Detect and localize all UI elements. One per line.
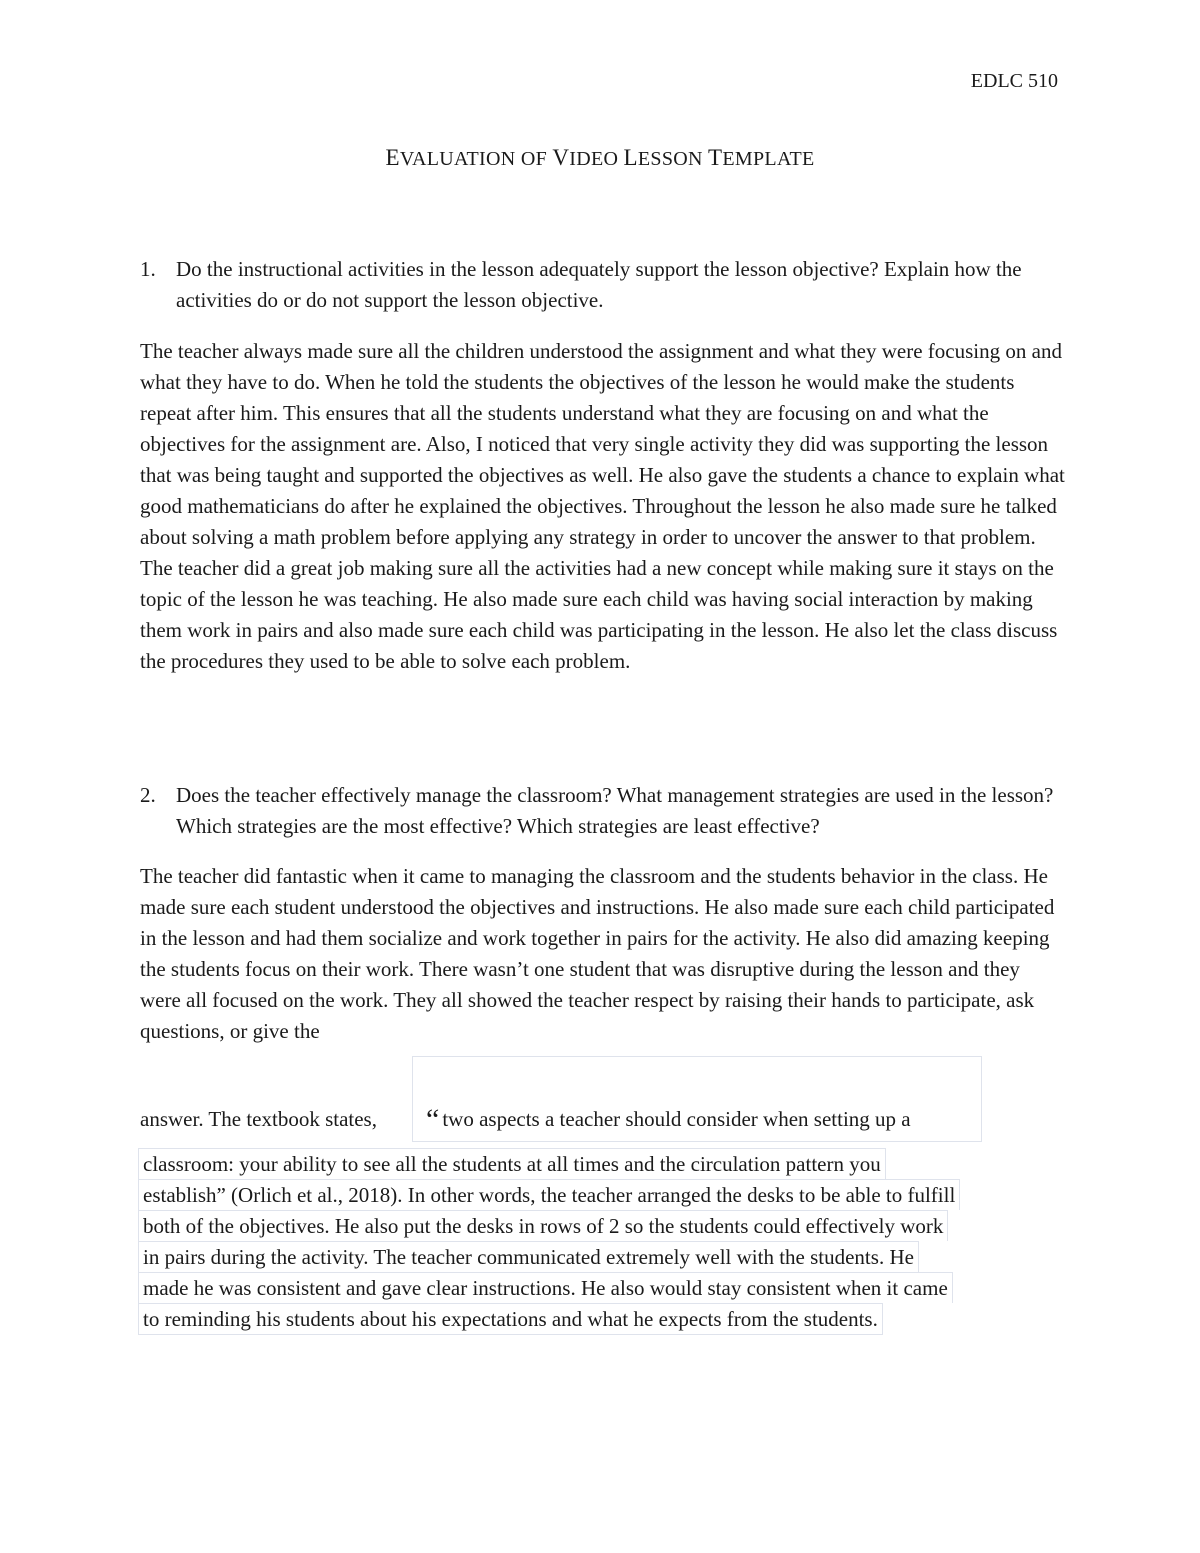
highlighted-line: classroom: your ability to see all the students at all times and the circulation pattern you [138, 1148, 1068, 1179]
question-number: 1. [140, 257, 156, 281]
question-2 [140, 780, 1060, 842]
question-text: Does the teacher effectively manage the classroom? What management strategies are used in the lesson? Which strategies are the most effective? Which strategies are least effective? [176, 783, 1054, 838]
answer-2-continuation-lead: answer. The textbook states, [140, 1107, 377, 1131]
answer-1: The teacher always made sure all the children understood the assignment and what they were focusing on and what they have to do. When he told the students the objectives of the lesson he would make the students repeat after him. This ensures that all the students understand what they are focusing on and what the objectives for the assignment are. Also, I noticed that very single activity they did was supporting the lesson that was being taught and supported the objectives as well. He also gave the students a chance to explain what good mathematicians do after he explained the objectives. Throughout the lesson he also made sure he talked about solving a math problem before applying any strategy in order to uncover the answer to that problem. The teacher did a great job making sure all the activities had a new concept while making sure it stays on the topic of the lesson he was teaching. He also made sure each child was having social interaction by making them work in pairs and also made sure each child was participating in the lesson. He also let the class discuss the procedures they used to be able to solve each problem. [140, 339, 1065, 673]
quote-start: “ two aspects a teacher should consider when setting up a [426, 1103, 911, 1136]
highlighted-line: to reminding his students about his expectations and what he expects from the students. [138, 1303, 1068, 1334]
highlighted-line: in pairs during the activity. The teacher communicated extremely well with the students. He [138, 1241, 1068, 1272]
question-number: 2. [140, 783, 156, 807]
document-title: EVALUATION OF VIDEO LESSON TEMPLATE [385, 145, 815, 170]
question-1 [140, 254, 1060, 316]
course-code-header: EDLC 510 [970, 70, 1058, 92]
answer-2: The teacher did fantastic when it came to managing the classroom and the students behavior in the class. He made sure each student understood the objectives and instructions. He also made sure each child participated in the lesson and had them socialize and work together in pairs for the activity. He also did amazing keeping the students focus on their work. There wasn’t one student that was disruptive during the lesson and they were all focused on the work. They all showed the teacher respect by raising their hands to participate, ask questions, or give the [140, 864, 1055, 1043]
highlighted-line: made he was consistent and gave clear instructions. He also would stay consistent when it came [138, 1272, 1068, 1303]
question-text: Do the instructional activities in the lesson adequately support the lesson objective? Explain how the activities do or do not support the lesson objective. [176, 257, 1022, 312]
highlighted-text-block [138, 1148, 1068, 1334]
highlighted-line: establish” (Orlich et al., 2018). In other words, the teacher arranged the desks to be able to fulfill [138, 1179, 1068, 1210]
open-quote-mark: “ [426, 1103, 440, 1136]
highlighted-line: both of the objectives. He also put the desks in rows of 2 so the students could effectively work [138, 1210, 1068, 1241]
